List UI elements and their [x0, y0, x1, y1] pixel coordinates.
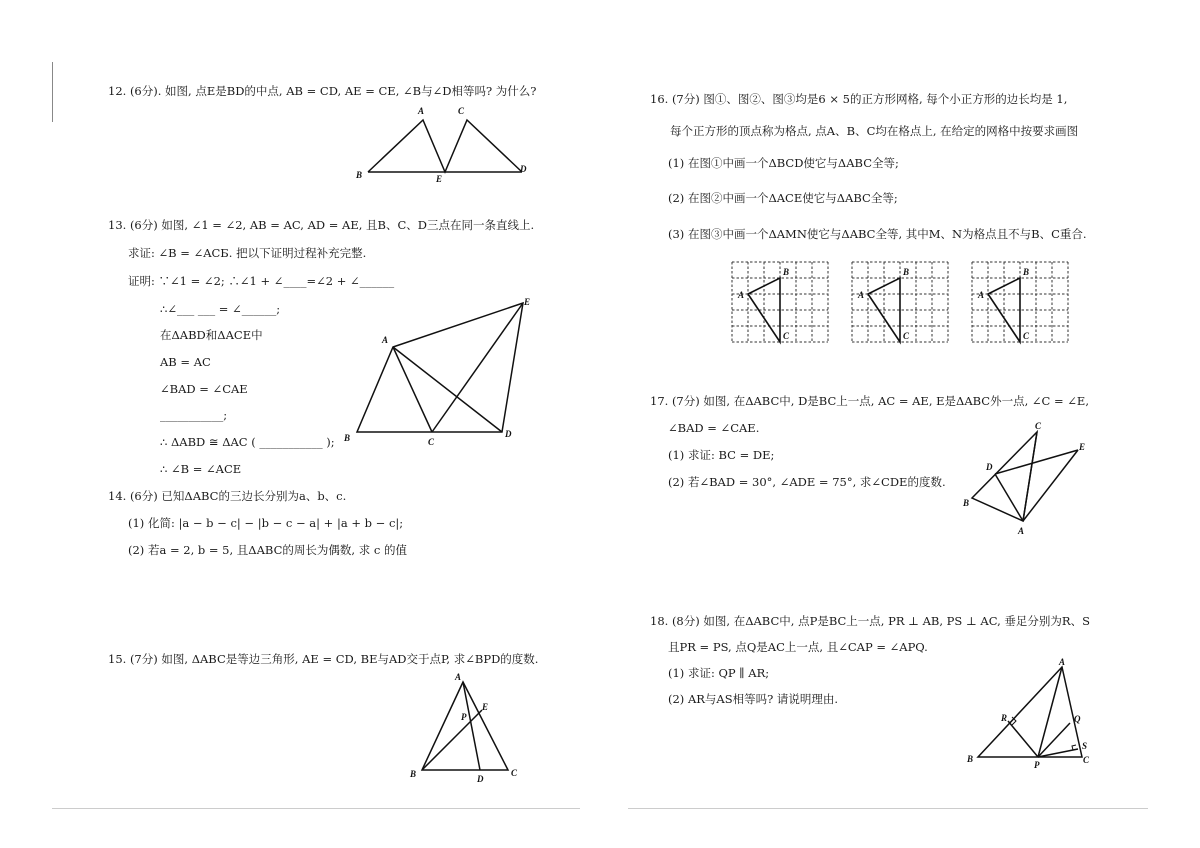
- bottom-edge-left: [52, 808, 580, 809]
- q17-cond: ∠BAD = ∠CAE.: [668, 421, 760, 435]
- q16-stem-1: 16. (7分) 图①、图②、图③均是6 × 5的正方形网格, 每个小正方形的边长均是 1,: [650, 92, 1068, 106]
- q12-stem: 12. (6分). 如图, 点E是BD的中点, AB = CD, AE = CE, ∠B与∠D相等吗? 为什么?: [108, 84, 537, 98]
- q14-part-2: (2) 若a = 2, b = 5, 且ΔABC的周长为偶数, 求 c 的值: [128, 543, 407, 557]
- q13-line-7: ∴ ΔABD ≅ ΔAC ( ___________ );: [160, 435, 335, 449]
- q12-label-a: A: [418, 106, 425, 116]
- left-margin-line: [52, 62, 53, 122]
- q18-label-p: P: [1034, 760, 1040, 770]
- q13-stem: 13. (6分) 如图, ∠1 = ∠2, AB = AC, AD = AE, 且B、C、D三点在同一条直线上.: [108, 218, 535, 232]
- q15-label-d: D: [477, 774, 484, 784]
- q13-prove: 求证: ∠B = ∠ACБ. 把以下证明过程补充完整.: [128, 246, 367, 260]
- q15-label-p: P: [461, 712, 467, 722]
- q18-label-s: S: [1082, 741, 1088, 751]
- q14-part-1: (1) 化简: |a − b − c| − |b − c − a| + |a + b − c|;: [128, 516, 404, 530]
- q18-label-a: A: [1059, 657, 1066, 667]
- q18-label-r: R: [1001, 713, 1008, 723]
- q17-label-c: C: [1035, 421, 1042, 431]
- q12-figure: [350, 100, 540, 185]
- q17-part-1: (1) 求证: BC = DE;: [668, 448, 775, 462]
- q12-label-e: E: [436, 174, 443, 184]
- q17-label-a: A: [1018, 526, 1025, 536]
- grid-label-c: C: [1023, 331, 1030, 341]
- grid-label-b: B: [903, 267, 910, 277]
- q16-part-1: (1) 在图①中画一个ΔBCD使它与ΔABC全等;: [668, 156, 899, 170]
- q18-stem: 18. (8分) 如图, 在ΔABC中, 点P是BC上一点, PR ⊥ AB, PS ⊥ AC, 垂足分别为R、S: [650, 614, 1090, 628]
- q15-label-e: E: [482, 702, 489, 712]
- q13-line-3: 在ΔABD和ΔACE中: [160, 328, 263, 342]
- grid-label-b: B: [1023, 267, 1030, 277]
- q16-part-3: (3) 在图③中画一个ΔAMN使它与ΔABC全等, 其中M、N为格点且不与B、C重合.: [668, 227, 1087, 241]
- q16-part-2: (2) 在图②中画一个ΔACE使它与ΔABC全等;: [668, 191, 898, 205]
- q18-label-b: B: [967, 754, 974, 764]
- q18-part-1: (1) 求证: QP ∥ AR;: [668, 666, 770, 680]
- q18-part-2: (2) AR与AS相等吗? 请说明理由.: [668, 692, 839, 706]
- q15-label-a: A: [455, 672, 462, 682]
- grid-label-c: C: [903, 331, 910, 341]
- q18-label-c: C: [1083, 755, 1090, 765]
- q13-label-a: A: [382, 335, 389, 345]
- q13-figure: [340, 295, 540, 450]
- q17-label-b: B: [963, 498, 970, 508]
- q17-stem: 17. (7分) 如图, 在ΔABC中, D是BC上一点, AC = AE, E是ΔABC外一点, ∠C = ∠E,: [650, 394, 1089, 408]
- grid-label-a: A: [738, 290, 745, 300]
- q13-line-5: ∠BAD = ∠CAE: [160, 382, 248, 396]
- q13-line-8: ∴ ∠B = ∠ACE: [160, 462, 242, 476]
- q13-line-4: AB = AC: [160, 355, 211, 369]
- q18-figure: [960, 655, 1100, 770]
- q15-label-c: C: [511, 768, 518, 778]
- q16-grid-3: [970, 260, 1074, 352]
- q18-label-q: Q: [1074, 714, 1081, 724]
- q13-label-e: E: [524, 297, 531, 307]
- bottom-edge-right: [628, 808, 1148, 809]
- q17-figure: [955, 418, 1095, 540]
- grid-label-c: C: [783, 331, 790, 341]
- q14-stem: 14. (6分) 已知ΔABC的三边长分别为a、b、c.: [108, 489, 347, 503]
- q16-stem-2: 每个正方形的顶点称为格点, 点A、B、C均在格点上, 在给定的网格中按要求画图: [670, 124, 1079, 138]
- q17-label-e: E: [1079, 442, 1086, 452]
- q13-line-1: 证明: ∵∠1 = ∠2; ∴∠1 + ∠____=∠2 + ∠______: [128, 274, 395, 288]
- q13-label-b: B: [344, 433, 351, 443]
- q12-label-d: D: [520, 164, 527, 174]
- q13-line-6: ___________;: [160, 408, 228, 422]
- q15-stem: 15. (7分) 如图, ΔABC是等边三角形, AE = CD, BE与AD交于点P, 求∠BPD的度数.: [108, 652, 539, 666]
- q17-label-d: D: [986, 462, 993, 472]
- q17-part-2: (2) 若∠BAD = 30°, ∠ADE = 75°, 求∠CDE的度数.: [668, 475, 946, 489]
- q13-label-d: D: [505, 429, 512, 439]
- q15-figure: [405, 670, 530, 785]
- q15-label-b: B: [410, 769, 417, 779]
- q16-grid-1: [730, 260, 834, 352]
- q18-cond: 且PR = PS, 点Q是AC上一点, 且∠CAP = ∠APQ.: [668, 640, 928, 654]
- grid-label-b: B: [783, 267, 790, 277]
- grid-label-a: A: [858, 290, 865, 300]
- q16-grid-2: [850, 260, 954, 352]
- q12-label-c: C: [458, 106, 465, 116]
- q13-label-c: C: [428, 437, 435, 447]
- q12-label-b: B: [356, 170, 363, 180]
- grid-label-a: A: [978, 290, 985, 300]
- q13-line-2: ∴∠___ ___ = ∠______;: [160, 302, 281, 316]
